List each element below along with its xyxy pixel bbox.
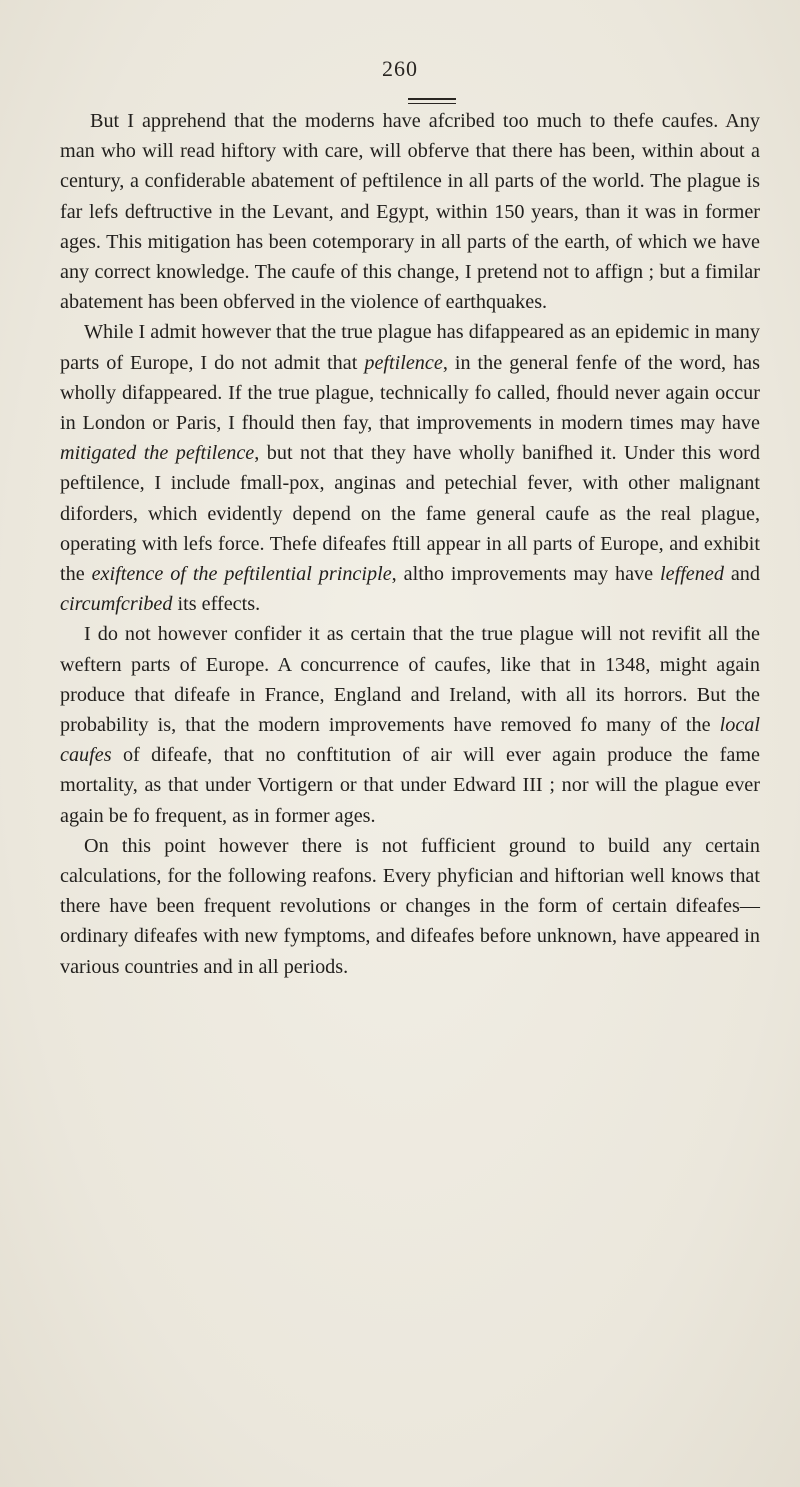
text-run: But I apprehend that the moderns have afcribed too much to thefe caufes. Any man who will read hiftory with care, will obferve that there has been, within about a century, a confiderable abatement of peftilence in all parts of the world. The plague is far lefs deftructive in the Levant, and Egypt, within 150 years, than it was in former ages. This mitigation has been cotemporary in all parts of the earth, of which we have any correct knowledge. The caufe of this change, I pretend not to affign ; but a fimilar abatement has been obferved in the violence of earthquakes. [60, 110, 760, 314]
paragraph [60, 317, 760, 619]
text-run: On this point however there is not fufficient ground to build any certain calculations, for the following reafons. Every phyfician and hiftorian well knows that there have been frequent revolutions or changes in the form of certain difeafes—ordinary difeafes with new fymptoms, and difeafes before unknown, have appeared in various countries and in all periods. [60, 834, 760, 978]
italic-text: circumfcribed [60, 593, 173, 616]
header-rule-thin [408, 103, 456, 104]
text-run: While I admit however that the true plague has difappeared as an epidemic in many parts of Europe, I do not admit that [60, 321, 760, 374]
italic-text: local caufes [60, 714, 760, 767]
header-rule [408, 98, 456, 100]
text-run: , altho improvements may have [391, 563, 661, 586]
text-run: , but not that they have wholly banifhed it. Under this word peftilence, I include fmall-pox, anginas and petechial fever, with other malignant diforders, which evidently depend on the fame general caufe as the real plague, operating with lefs force. Thefe difeafes ftill appear in all parts of Europe, and exhibit the [60, 442, 760, 586]
body-text [60, 106, 760, 982]
text-run: of difeafe, that no conftitution of air will ever again produce the fame mortality, as that under Vortigern or that under Edward III ; nor will the plague ever again be fo frequent, as in former ages. [60, 744, 760, 827]
italic-text: peftilence [364, 351, 443, 374]
text-run: and [723, 563, 760, 586]
italic-text: mitigated the peftilence [60, 442, 255, 465]
italic-text: exiftence of the peftilential principle [91, 563, 392, 586]
paragraph [60, 106, 760, 317]
text-run: , in the general fenfe of the word, has wholly difappeared. If the true plague, technically fo called, fhould never again occur in London or Paris, I fhould then fay, that improvements in modern times may have [60, 351, 760, 435]
italic-text: leffened [660, 563, 724, 586]
paragraph [60, 619, 760, 830]
text-run: its effects. [172, 593, 261, 616]
text-run: I do not however confider it as certain that the true plague will not revifit all the weftern parts of Europe. A concurrence of caufes, like that in 1348, might again produce that difeafe in France, England and Ireland, with all its horrors. But the probability is, that the modern improvements have removed fo many of the [60, 623, 760, 737]
paragraph [60, 831, 760, 982]
page-number: 260 [382, 56, 418, 81]
